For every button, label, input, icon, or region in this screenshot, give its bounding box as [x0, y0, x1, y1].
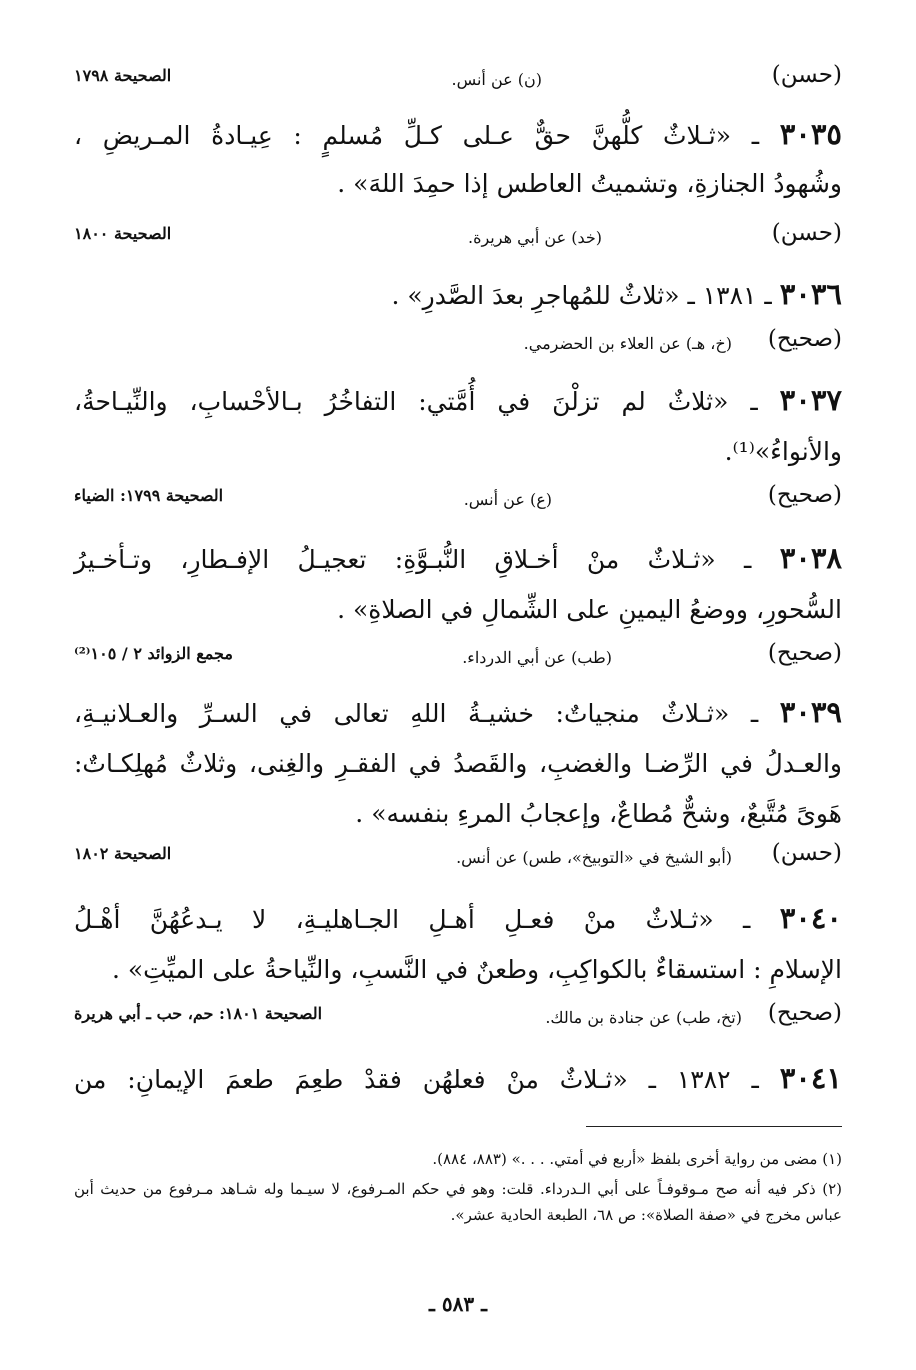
hadith-number: ٣٠٣٧ [779, 383, 842, 417]
reference-line [74, 326, 842, 366]
footnote-divider [586, 1126, 842, 1127]
source-citation: (ن) عن أنس. [451, 70, 542, 89]
hadith-text: السُّحورِ، ووضعُ اليمينِ على الشِّمالِ في الصلاةِ» . [337, 595, 842, 624]
hadith-number: ٣٠٣٩ [779, 695, 842, 729]
hadith-text: والعـدلُ في الرِّضـا والغضبِ، والقَصدُ في الفقـرِ والغِنى، وثلاثٌ مُهلِكـاتٌ: [74, 749, 842, 778]
grade-label: (صحيح) [767, 640, 842, 666]
source-citation: (أبو الشيخ في «التوبيخ»، طس) عن أنس. [456, 848, 732, 867]
hadith-text-line [74, 430, 842, 474]
footnote: (٢) ذكر فيه أنه صح مـوقوفـاً على أبي الـدرداء. قلت: وهو في حكم المـرفوع، لا سيـما وله شـاهد مـرفوع من حديث أبن عباس مخرج في «صفة الصلاة»: ص ٦٨، الطبعة الحادية عشر». [74, 1180, 842, 1224]
hadith-text-line [74, 690, 842, 736]
source-citation: (خ، هـ) عن العلاء بن الحضرمي. [523, 334, 732, 353]
grade-label: (صحيح) [767, 482, 842, 508]
grade-label: (صحيح) [767, 1000, 842, 1026]
reference-line [74, 840, 842, 880]
hadith-text: ـ «ثـلاثٌ منْ أخـلاقِ النُّبـوَّةِ: تعجيـلُ الإفـطارِ، وتـأخـيرُ [74, 545, 752, 574]
sahiha-reference: الصحيحة ١٨٠١: حم، حب ـ أبي هريرة [74, 1004, 323, 1023]
reference-line [74, 482, 842, 522]
hadith-text-line [74, 792, 842, 836]
grade-label: (حسن) [771, 62, 842, 88]
hadith-text-line [74, 948, 842, 992]
hadith-number: ٣٠٣٥ [779, 117, 842, 151]
hadith-text: وشُهودُ الجنازةِ، وتشميتُ العاطس إذا حمِدَ اللهَ» . [337, 169, 842, 198]
hadith-text: والأنواءُ»⁽¹⁾. [724, 437, 842, 466]
hadith-text-line [74, 588, 842, 632]
hadith-text-line [74, 162, 842, 206]
hadith-text-line [74, 742, 842, 786]
reference-line [74, 1000, 842, 1040]
sahiha-reference: الصحيحة ١٧٩٩: الضياء [74, 486, 224, 505]
hadith-text-line [74, 536, 842, 582]
grade-label: (حسن) [771, 220, 842, 246]
hadith-text-line [74, 1056, 842, 1102]
hadith-text: ـ «ثـلاثٌ منْ فعـلِ أهـلِ الجـاهليـةِ، لا يـدعُهُنَّ أهْـلُ [74, 905, 751, 934]
sahiha-reference: مجمع الزوائد ٢ / ١٠٥⁽²⁾ [74, 644, 233, 663]
hadith-number: ٣٠٣٦ [779, 277, 842, 311]
hadith-text: الإسلامِ : استسقاءٌ بالكواكِبِ، وطعنٌ في النَّسبِ، والنِّياحةُ على الميِّتِ» . [111, 955, 842, 984]
source-citation: (تخ، طب) عن جنادة بن مالك. [545, 1008, 742, 1027]
hadith-text-line [74, 896, 842, 942]
hadith-text: ـ «ثلاثٌ لم تزلْنَ في أُمَّتي: التفاخُرُ بـالأحْسابِ، والنِّيـاحةُ، [74, 387, 758, 416]
reference-line [74, 220, 842, 260]
hadith-text: ـ ١٣٨٢ ـ «ثـلاثٌ منْ فعلهُن فقدْ طعِمَ طعمَ الإيمانِ: من [74, 1065, 759, 1094]
sahiha-reference: الصحيحة ١٧٩٨ [74, 66, 172, 85]
page-number: ـ ٥٨٣ ـ [429, 1292, 487, 1316]
sahiha-reference: الصحيحة ١٨٠٢ [74, 844, 172, 863]
hadith-number: ٣٠٤٠ [779, 901, 843, 935]
hadith-text: هَوىً مُتَّبعٌ، وشحٌّ مُطاعٌ، وإعجابُ المرءِ بنفسه» . [355, 799, 842, 828]
source-citation: (خد) عن أبي هريرة. [467, 228, 602, 247]
reference-line [74, 62, 842, 102]
hadith-text: ـ ١٣٨١ ـ «ثلاثٌ للمُهاجرِ بعدَ الصَّدرِ» . [391, 281, 772, 310]
hadith-text: ـ «ثـلاثٌ منجياتٌ: خشيـةُ اللهِ تعالى في السـرِّ والعـلانيـةِ، [74, 699, 759, 728]
hadith-number: ٣٠٣٨ [779, 541, 842, 575]
grade-label: (حسن) [771, 840, 842, 866]
reference-line [74, 640, 842, 680]
sahiha-reference: الصحيحة ١٨٠٠ [74, 224, 172, 243]
hadith-text-line [74, 112, 842, 158]
source-citation: (طب) عن أبي الدرداء. [462, 648, 612, 667]
hadith-text-line [74, 378, 842, 424]
footnote: (١) مضى من رواية أخرى بلفظ «أربع في أمتي. . . .» (٨٨٣، ٨٨٤). [432, 1150, 842, 1168]
grade-label: (صحيح) [767, 326, 842, 352]
hadith-number: ٣٠٤١ [779, 1061, 842, 1095]
source-citation: (ع) عن أنس. [463, 490, 552, 509]
hadith-text-line [74, 272, 842, 318]
hadith-text: ـ «ثـلاثٌ كلُّهنَّ حقٌّ عـلى كـلِّ مُسلمٍ : عِيـادةُ المـريضِ ، [74, 121, 760, 150]
